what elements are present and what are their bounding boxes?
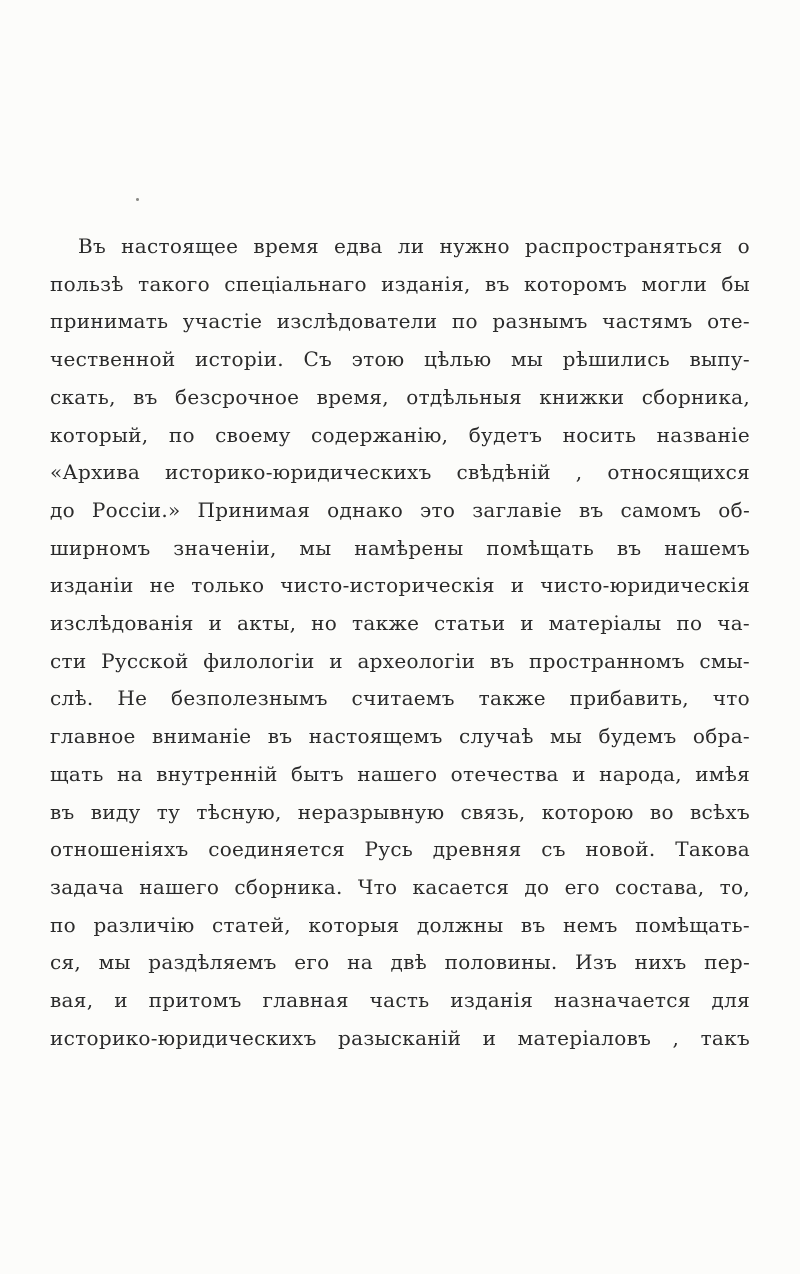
text-line: изслѣдованія и акты, но также статьи и матеріалы по ча-	[50, 611, 750, 636]
text-line: ся, мы раздѣляемъ его на двѣ половины. Изъ нихъ пер-	[50, 950, 750, 975]
text-line: задача нашего сборника. Что касается до его состава, то,	[50, 874, 750, 899]
scan-speck	[136, 198, 139, 201]
text-line: по различію статей, которыя должны въ немъ помѣщать-	[50, 912, 750, 937]
text-line: вая, и притомъ главная часть изданія назначается для	[50, 988, 750, 1013]
text-line: Въ настоящее время едва ли нужно распространяться о	[78, 234, 750, 258]
text-line: скать, въ безсрочное время, отдѣльныя книжки сборника,	[50, 384, 750, 409]
text-line: чественной исторіи. Съ этою цѣлью мы рѣшились выпу-	[50, 347, 750, 372]
text-line: «Архива историко-юридическихъ свѣдѣній , относящихся	[50, 460, 750, 485]
text-line: который, по своему содержанію, будетъ носить названіе	[50, 422, 750, 447]
text-line: въ виду ту тѣсную, неразрывную связь, которою во всѣхъ	[50, 799, 750, 824]
text-line: сти Русской филологіи и археологіи въ пространномъ смы-	[50, 648, 750, 673]
text-line: изданіи не только чисто-историческія и чисто-юридическія	[50, 573, 750, 598]
text-line: ширномъ значеніи, мы намѣрены помѣщать въ нашемъ	[50, 535, 750, 560]
text-line: щать на внутренній бытъ нашего отечества и народа, имѣя	[50, 761, 750, 786]
body-text-paragraph	[50, 228, 750, 1057]
text-line: пользѣ такого спеціальнаго изданія, въ которомъ могли бы	[50, 271, 750, 296]
text-line: главное вниманіе въ настоящемъ случаѣ мы будемъ обра-	[50, 724, 750, 749]
text-line: отношеніяхъ соединяется Русь древняя съ новой. Такова	[50, 837, 750, 862]
text-line: до Россіи.» Принимая однако это заглавіе въ самомъ об-	[50, 497, 750, 522]
text-line: слѣ. Не безполезнымъ считаемъ также прибавить, что	[50, 686, 750, 711]
text-line: историко-юридическихъ разысканій и матеріаловъ , такъ	[50, 1025, 750, 1050]
text-line: принимать участіе изслѣдователи по разнымъ частямъ оте-	[50, 309, 750, 334]
